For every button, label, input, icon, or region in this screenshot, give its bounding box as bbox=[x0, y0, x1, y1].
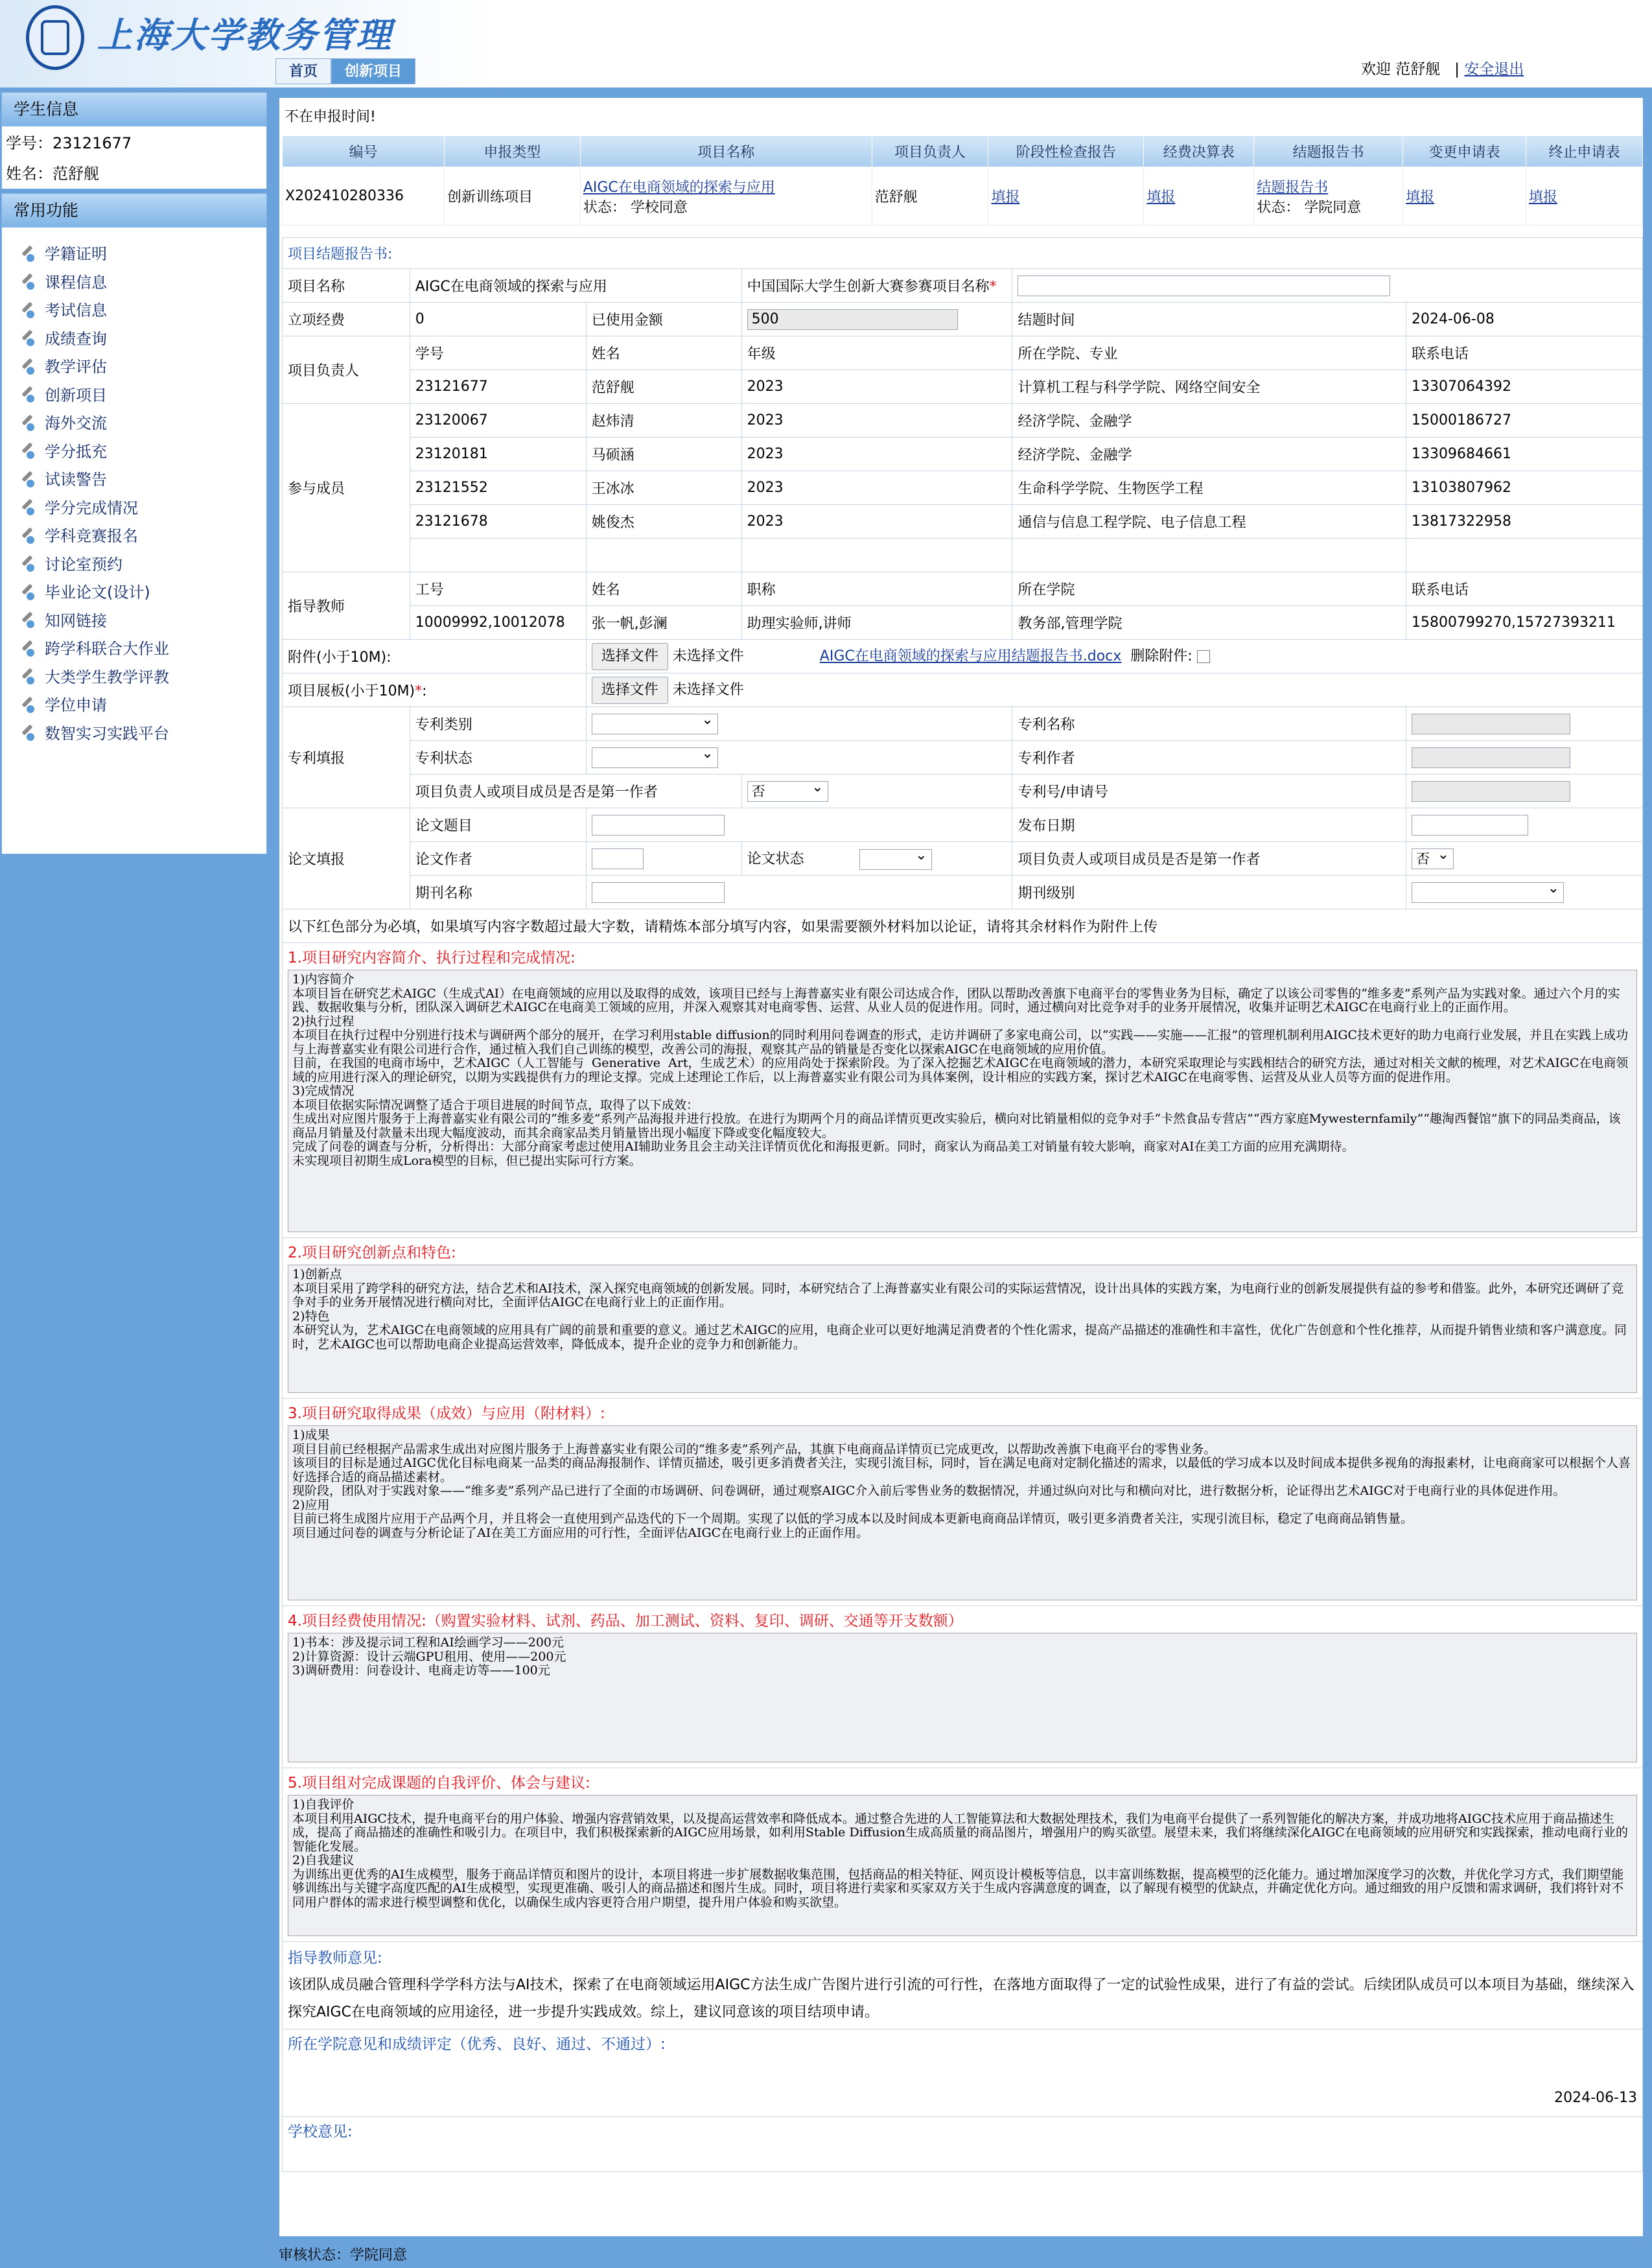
leader-row: 23121677 范舒舰 2023 计算机工程与科学学院、网络空间安全 13307064392 bbox=[283, 370, 1643, 404]
university-logo-icon bbox=[26, 5, 84, 70]
tab-innovation-project[interactable]: 创新项目 bbox=[331, 58, 415, 84]
teacher-opinion-text: 该团队成员融合管理科学学科方法与AI技术，探索了在电商领域运用AIGC方法生成广告图片进行引流的可行性，在落地方面取得了一定的试验性成果，进行了有益的尝试。后续团队成员可以本项目为基础，继续深入探究AIGC在电商领域的应用途径，进一步提升实践成效。综上，建议同意该的项目结项申请。 bbox=[288, 1977, 1635, 2020]
col-header: 经费决算表 bbox=[1144, 136, 1254, 167]
choose-file-button[interactable]: 选择文件 bbox=[592, 643, 668, 670]
project-name-label: 项目名称 bbox=[283, 269, 410, 303]
sidebar-item[interactable]: 教学评估 bbox=[2, 353, 266, 382]
report-title: 项目结题报告书: bbox=[283, 238, 1643, 269]
college-opinion-date: 2024-06-13 bbox=[1554, 2090, 1637, 2106]
teacher-opinion-title: 指导教师意见: bbox=[288, 1950, 382, 1967]
section4-textarea[interactable]: 1)书本：涉及提示词工程和AI绘画学习——200元 2)计算资源：设计云端GPU租用、使用——200元 3)调研费用：问卷设计、电商走访等——100元 bbox=[288, 1633, 1637, 1762]
tool-icon bbox=[20, 585, 37, 602]
section1-textarea[interactable]: 1)内容简介 本项目旨在研究艺术AIGC（生成式AI）在电商领域的应用以及取得的成效，该项目已经与上海普嘉实业有限公司达成合作，团队以帮助改善旗下电商平台的零售业务为目标，确定了以该公司零售的“维多麦”系列产品为实践对象。通过六个月的实践、数据收集与分析，团队深入调研艺术AIGC在电商美工领域的应用，并深入观察其对电商零售、运营、从业人员的促进作用。同时，通过横向对比竞争对手的业务开展情况，收集并证明艺术AIGC在电商行业上的正面作用。 2)执行过程 本项目在执行过程中分别进行技术与调研两个部分的展开，在学习利用stable diffusion的同时利用问卷调查的形式，走访并调研了多家电商公司，以“实践——实施——汇报”的管理机制利用AIGC技术更好的助力电商行业发展，并且在实践上成功与上海普嘉实业有限公司进行合作，通过植入我们自己训练的模型，改善公司的海报，观察其产品的销量是否变化以探索AIGC在电商领域的应用价值。 目前，在我国的电商市场中，艺术AIGC（人工智能与 Generative Art，生成艺术）的应用尚处于探索阶段。为了深入挖掘艺术AIGC在电商领域的潜力，本研究采取理论与实践相结合的研究方法，通过对相关文献的梳理，对艺术AIGC在电商领域的应用进行深入的理论研究，以期为实践提供有力的理论支撑。完成上述理论工作后，以上海普嘉实业有限公司为具体案例，设计相应的实践方案，探讨艺术AIGC在电商零售、运营及从业人员等方面的促进作用。 3)完成情况 本项目依据实际情况调整了适合于项目进展的时间节点，取得了以下成效： 生成出对应图片服务于上海普嘉实业有限公司的“维多麦”系列产品海报并进行投放。在进行为期两个月的商品详情页更改实验后，横向对比销量相似的竞争对手“卡然食品专营店”“西方家庭Mywesternfamily”“趣淘西餐馆”旗下的同品类商品，该商品月销量及付款量未出现大幅度波动，而其余商家品类月销量皆出现小幅度下降或变化幅度较大。 完成了问卷的调查与分析，分析得出：大部分商家考虑过使用AI辅助业务且会主动关注详情页优化和海报更新。同时，商家认为商品美工对销量有较大影响，商家对AI在美工方面的应用充满期待。 未实现项目初期生成Lora模型的目标，但已提出实际可行方案。 bbox=[288, 970, 1637, 1232]
tool-icon bbox=[20, 387, 37, 404]
sidebar-item[interactable]: 学位申请 bbox=[2, 692, 266, 720]
tool-icon bbox=[20, 669, 37, 686]
welcome-text: 欢迎 范舒舰 bbox=[1361, 61, 1441, 78]
patent-type-select[interactable] bbox=[592, 714, 718, 734]
section3-title: 3.项目研究取得成果（成效）与应用（附材料）: bbox=[288, 1405, 605, 1422]
common-functions-panel bbox=[1, 193, 267, 854]
notice-text: 不在申报时间! bbox=[285, 109, 376, 125]
school-opinion-title: 学校意见: bbox=[288, 2123, 353, 2140]
tab-home[interactable]: 首页 bbox=[275, 58, 331, 84]
sidebar-item[interactable]: 学科竞赛报名 bbox=[2, 522, 266, 551]
tool-icon bbox=[20, 725, 37, 742]
paper-author-input[interactable] bbox=[592, 848, 644, 869]
attachment-link[interactable]: AIGC在电商领域的探索与应用结题报告书.docx bbox=[819, 648, 1122, 664]
section2-textarea[interactable]: 1)创新点 本项目采用了跨学科的研究方法，结合艺术和AI技术，深入探究电商领域的创新发展。同时，本研究结合了上海普嘉实业有限公司的实际运营情况，设计出具体的实践方案，为电商行业的创新发展提供有益的参考和借鉴。此外，本研究还调研了竞争对手的业务开展情况进行横向对比，全面评估AIGC在电商行业上的正面作用。 2)特色 本研究认为，艺术AIGC在电商领域的应用具有广阔的前景和重要的意义。通过艺术AIGC的应用，电商企业可以更好地满足消费者的个性化需求，提高产品描述的准确性和丰富性，优化广告创意和个性化推荐，从而提升销售业绩和客户满意度。同时，艺术AIGC也可以帮助电商企业提高运营效率，降低成本，提升企业的竞争力和创新能力。 bbox=[288, 1265, 1637, 1393]
leader-label: 项目负责人 bbox=[283, 336, 410, 404]
poster-label: 项目展板(小于10M) bbox=[288, 683, 415, 699]
sidebar-item[interactable]: 学籍证明 bbox=[2, 240, 266, 269]
tool-icon bbox=[20, 443, 37, 460]
sidebar-item[interactable]: 课程信息 bbox=[2, 269, 266, 298]
sidebar bbox=[0, 91, 269, 2268]
termination-request-link[interactable]: 填报 bbox=[1529, 189, 1558, 205]
student-id: 学号：23121677 bbox=[6, 134, 132, 152]
used-amount-input[interactable]: 500 bbox=[747, 309, 958, 330]
sidebar-item[interactable]: 学分完成情况 bbox=[2, 495, 266, 523]
no-poster-text: 未选择文件 bbox=[672, 681, 744, 698]
tool-icon bbox=[20, 331, 37, 347]
section2-title: 2.项目研究创新点和特色: bbox=[288, 1245, 456, 1261]
patent-name-input[interactable] bbox=[1412, 714, 1570, 734]
funds-value: 0 bbox=[410, 303, 586, 336]
choose-poster-button[interactable]: 选择文件 bbox=[592, 677, 668, 704]
sidebar-item[interactable]: 知网链接 bbox=[2, 607, 266, 636]
funds-label: 立项经费 bbox=[283, 303, 410, 336]
top-nav bbox=[275, 58, 415, 84]
project-table bbox=[282, 135, 1643, 226]
tool-icon bbox=[20, 303, 37, 320]
tool-icon bbox=[20, 500, 37, 517]
project-id: X202410280336 bbox=[283, 167, 445, 226]
section5-title: 5.项目组对完成课题的自我评价、体会与建议: bbox=[288, 1775, 590, 1792]
sidebar-item[interactable]: 毕业论文(设计) bbox=[2, 579, 266, 607]
member-row: 参与成员 23120067 赵炜清 2023 经济学院、金融学 15000186727 bbox=[283, 404, 1643, 438]
project-type: 创新训练项目 bbox=[444, 167, 580, 226]
patent-state-select[interactable] bbox=[592, 747, 718, 768]
section4-title: 4.项目经费使用情况:（购置实验材料、试剂、药品、加工测试、资料、复印、调研、交通等开支数额） bbox=[288, 1613, 963, 1630]
patent-first-author-select[interactable]: 否 ⌄ bbox=[747, 781, 828, 802]
tool-icon bbox=[20, 613, 37, 629]
tool-icon bbox=[20, 415, 37, 432]
col-header: 变更申请表 bbox=[1403, 136, 1526, 167]
attachment-label: 附件(小于10M): bbox=[283, 640, 587, 673]
col-header: 阶段性检查报告 bbox=[988, 136, 1144, 167]
delete-attachment-checkbox[interactable] bbox=[1197, 650, 1210, 663]
student-info-title: 学生信息 bbox=[2, 93, 266, 126]
common-functions-title: 常用功能 bbox=[2, 194, 266, 228]
tool-icon bbox=[20, 556, 37, 573]
contest-name-input[interactable] bbox=[1018, 275, 1390, 296]
budget-link[interactable]: 填报 bbox=[1146, 189, 1176, 205]
sidebar-item[interactable]: 学分抵充 bbox=[2, 438, 266, 467]
project-name-link[interactable]: AIGC在电商领域的探索与应用 bbox=[583, 179, 775, 196]
paper-date-input[interactable] bbox=[1412, 815, 1528, 836]
change-request-link[interactable]: 填报 bbox=[1406, 189, 1435, 205]
paper-state-select[interactable] bbox=[859, 849, 932, 870]
student-name: 姓名：范舒舰 bbox=[6, 165, 99, 183]
journal-name-input[interactable] bbox=[592, 882, 725, 903]
sidebar-item[interactable]: 考试信息 bbox=[2, 297, 266, 325]
tool-icon bbox=[20, 697, 37, 714]
patent-number-input[interactable] bbox=[1412, 781, 1570, 802]
tool-icon bbox=[20, 246, 37, 263]
member-row: 23121552 王冰冰 2023 生命科学学院、生物医学工程 13103807962 bbox=[283, 471, 1643, 505]
project-leader: 范舒舰 bbox=[872, 167, 988, 226]
logout-link[interactable]: 安全退出 bbox=[1464, 61, 1524, 78]
final-report-status: 状态： 学院同意 bbox=[1257, 199, 1362, 216]
tool-icon bbox=[20, 528, 37, 545]
sidebar-item[interactable]: 试读警告 bbox=[2, 466, 266, 495]
main-content bbox=[277, 96, 1645, 2238]
page-header bbox=[0, 0, 1652, 88]
stage-report-link[interactable]: 填报 bbox=[991, 189, 1020, 205]
col-header: 终止申请表 bbox=[1526, 136, 1643, 167]
sidebar-item[interactable]: 讨论室预约 bbox=[2, 551, 266, 579]
audit-status: 审核状态：学院同意 bbox=[279, 2247, 408, 2263]
patent-label: 专利填报 bbox=[283, 707, 410, 808]
sidebar-item[interactable]: 创新项目 bbox=[2, 382, 266, 410]
contest-name-label: 中国国际大学生创新大赛参赛项目名称 bbox=[747, 279, 990, 295]
used-amount-label: 已使用金额 bbox=[586, 303, 741, 336]
section1-title: 1.项目研究内容简介、执行过程和完成情况: bbox=[288, 950, 576, 966]
sidebar-item[interactable]: 数智实习实践平台 bbox=[2, 720, 266, 749]
members-label: 参与成员 bbox=[283, 404, 410, 572]
tool-icon bbox=[20, 641, 37, 658]
section5-textarea[interactable]: 1)自我评价 本项目利用AIGC技术，提升电商平台的用户体验、增强内容营销效果，以及提高运营效率和降低成本。通过整合先进的人工智能算法和大数据处理技术，我们为电商平台提供了一系列智能化的解决方案，并成功地将AIGC技术应用于商品描述生成，提高了商品描述的准确性和吸引力。在项目中，我们积极探索新的AIGC应用场景，如利用Stable Diffusion生成高质量的商品图片，增强用户的购买欲望。展望未来，我们将继续深化AIGC在电商领域的应用研究和实践探索，推动电商行业的智能化发展。 2)自我建议 为训练出更优秀的AI生成模型，服务于商品详情页和图片的设计，本项目将进一步扩展数据收集范围，包括商品的相关特征、网页设计模板等信息，以丰富训练数据，提高模型的泛化能力。通过增加深度学习的次数，并优化学习方式，我们期望能够训练出与关键字高度匹配的AI生成模型，实现更准确、吸引人的商品描述和图片生成。同时，项目将进行卖家和买家双方关于生成内容满意度的调查，以了解现有模型的优缺点，并确定优化方向。通过细致的用户反馈和需求调研，我们将针对不同用户群体的需求进行模型调整和优化，以确保生成内容更符合用户期望，提升用户体验和购买欲望。 bbox=[288, 1795, 1637, 1936]
final-report-form: 项目结题报告书: 项目名称 AIGC在电商领域的探索与应用 中国国际大学生创新大赛参赛项目名称* 立项经费 0 已使用金额 500 结题时间 2024-06-08 项目负责人 学号 姓名 年级 所在学院、专业 联系电话 23121677 范舒舰 2023 计算机工程与科学学院、网络空间安全 13307064392 参与成员 23120067 赵炜清 2023 经济学院、金融学 15000186727 23120181 马硕涵 2023 经济学院、金融学 13309684661 23121552 王冰冰 2023 生命科学学院、生物医学工程 13103807962 23121678 姚俊杰 2023 通信与信息工程学院、电子信息工程 13817322958 指导教师 工号 姓名 职称 所在学院 联系电话 10009992,10012078 张一帆,彭澜 助理实验师,讲师 教务部,管理学院 15800799270,15727393211 附件(小于10M): 选择文件 未选择文件 AIGC在电商领域的探索与应用结题报告书.docx 删除附件: 项目展板(小于10M)*: 选择文件 未选择文件 专利填报 专利类别 ⌄ 专利名称 专利状态 ⌄ 专利作者 项目负责人或项目成员是否是第一作者 否 ⌄ 专利号/申请号 论文填报 论文题目 发布日期 论文作者 论文状态⌄ 项目负责人或项目成员是否是第一作者 否 ⌄ 期刊名称 期刊级别 ⌄ 以下红色部分为必填，如果填写内容字数超过最大字数，请精炼本部分填写内容，如果需要额外材料加以论证，请将其余材料作为附件上传 1.项目研究内容简介、执行过程和完成情况: 1)内容简介 本项目旨在研究艺术AIGC（生成式AI）在电商领域的应用以及取得的成效，该项目已经与上海普嘉实业有限公司达成合作，团队以帮助改善旗下电商平台的零售业务为目标，确定了以该公司零售的“维多麦”系列产品为实践对象。通过六个月的实践、数据收集与分析，团队深入调研艺术AIGC在电商美工领域的应用，并深入观察其对电商零售、运营、从业人员的促进作用。同时，通过横向对比竞争对手的业务开展情况，收集并证明艺术AIGC在电商行业上的正面作用。 2)执行过程 本项目在执行过程中分别进行技术与调研两个部分的展开，在学习利用stable diffusion的同时利用问卷调查的形式，走访并调研了多家电商公司，以“实践——实施——汇报”的管理机制利用AIGC技术更好的助力电商行业发展，并且在实践上成功与上海普嘉实业有限公司进行合作，通过植入我们自己训练的模型，改善公司的海报，观察其产品的销量是否变化以探索AIGC在电商领域的应用价值。 目前，在我国的电商市场中，艺术AIGC（人工智能与 Generative Art，生成艺术）的应用尚处于探索阶段。为了深入挖掘艺术AIGC在电商领域的潜力，本研究采取理论与实践相结合的研究方法，通过对相关文献的梳理，对艺术AIGC在电商领域的应用进行深入的理论研究，以期为实践提供有力的理论支撑。完成上述理论工作后，以上海普嘉实业有限公司为具体案例，设计相应的实践方案，探讨艺术AIGC在电商零售、运营及从业人员等方面的促进作用。 3)完成情况 本项目依据实际情况调整了适合于项目进展的时间节点，取得了以下成效： 生成出对应图片服务于上海普嘉实业有限公司的“维多麦”系列产品海报并进行投放。在进行为期两个月的商品详情页更改实验后，横向对比销量相似的竞争对手“卡然食品专营店”“西方家庭Mywesternfamily”“趣淘西餐馆”旗下的同品类商品，该商品月销量及付款量未出现大幅度波动，而其余商家品类月销量皆出现小幅度下降或变化幅度较大。 完成了问卷的调查与分析，分析得出：大部分商家考虑过使用AI辅助业务且会主动关注详情页优化和海报更新。同时，商家认为商品美工对销量有较大影响，商家对AI在美工方面的应用充满期待。 未实现项目初期生成Lora模型的目标，但已提出实际可行方案。 2.项目研究创新点和特色: 1)创新点 本项目采用了跨学科的研究方法，结合艺术和AI技术，深入探究电商领域的创新发展。同时，本研究结合了上海普嘉实业有限公司的实际运营情况，设计出具体的实践方案，为电商行业的创新发展提供有益的参考和借鉴。此外，本研究还调研了竞争对手的业务开展情况进行横向对比，全面评估AIGC在电商行业上的正面作用。 2)特色 本研究认为，艺术AIGC在电商领域的应用具有广阔的前景和重要的意义。通过艺术AIGC的应用，电商企业可以更好地满足消费者的个性化需求，提高产品描述的准确性和丰富性，优化广告创意和个性化推荐，从而提升销售业绩和客户满意度。同时，艺术AIGC也可以帮助电商企业提高运营效率，降低成本，提升企业的竞争力和创新能力。 3.项目研究取得成果（成效）与应用（附材料）: 1)成果 项目目前已经根据产品需求生成出对应图片服务于上海普嘉实业有限公司的“维多麦”系列产品，其旗下电商商品详情页已完成更改，以帮助改善旗下电商平台的零售业务。 该项目的目标是通过AIGC优化目标电商某一品类的商品海报制作、详情页描述，吸引更多消费者关注，实现引流目标，同时，旨在满足电商对定制化描述的需求，以最低的学习成本以及时间成本提供多视角的海报素材，让电商商家可以根据个人喜好选择合适的商品描述素材。 现阶段，团队对于实践对象——“维多麦”系列产品已进行了全面的市场调研、问卷调研，通过观察AIGC介入前后零售业务的数据情况，并通过纵向对比与和横向对比，进行数据分析，论证得出艺术AIGC对于电商行业的具体促进作用。 2)应用 目前已将生成图片应用于产品两个月，并且将会一直使用到产品迭代的下一个周期。实现了以低的学习成本以及时间成本更新电商商品详情页，吸引更多消费者关注，实现引流目标，稳定了电商商品销售量。 项目通过问卷的调查与分析论证了AI在美工方面应用的可行性，全面评估AIGC在电商行业上的正面作用。 4.项目经费使用情况:（购置实验材料、试剂、药品、加工测试、资料、复印、调研、交通等开支数额） 1)书本：涉及提示词工程和AI绘画学习——200元 2)计算资源：设计云端GPU租用、使用——200元 3)调研费用：问卷设计、电商走访等——100元 5.项目组对完成课题的自我评价、体会与建议: 1)自我评价 本项目利用AIGC技术，提升电商平台的用户体验、增强内容营销效果，以及提高运营效率和降低成本。通过整合先进的人工智能算法和大数据处理技术，我们为电商平台提供了一系列智能化的解决方案，并成功地将AIGC技术应用于商品描述生成，提高了商品描述的准确性和吸引力。在项目中，我们积极探索新的AIGC应用场景，如利用Stable Diffusion生成高质量的商品图片，增强用户的购买欲望。展望未来，我们将继续深化AIGC在电商领域的应用研究和实践探索，推动电商行业的智能化发展。 2)自我建议 为训练出更优秀的AI生成模型，服务于商品详情页和图片的设计，本项目将进一步扩展数据收集范围，包括商品的相关特征、网页设计模板等信息，以丰富训练数据，提高模型的泛化能力。通过增加深度学习的次数，并优化学习方式，我们期望能够训练出与关键字高度匹配的AI生成模型，实现更准确、吸引人的商品描述和图片生成。同时，项目将进行卖家和买家双方关于生成内容满意度的调查，以了解现有模型的优缺点，并确定优化方向。通过细致的用户反馈和需求调研，我们将针对不同用户群体的需求进行模型调整和优化，以确保生成内容更符合用户期望，提升用户体验和购买欲望。 指导教师意见: 该团队成员融合管理科学学科方法与AI技术，探索了在电商领域运用AIGC方法生成广告图片进行引流的可行性，在落地方面取得了一定的试验性成果，进行了有益的尝试。后续团队成员可以本项目为基础，继续深入探究AIGC在电商领域的应用途径，进一步提升实践成效。综上，建议同意该的项目结项申请。 所在学院意见和成绩评定（优秀、良好、通过、不通过）: 2024-06-13 学校意见: bbox=[282, 237, 1643, 2172]
project-name-status: 状态： 学校同意 bbox=[583, 199, 688, 216]
col-header: 结题报告书 bbox=[1254, 136, 1403, 167]
student-info-panel bbox=[1, 92, 267, 189]
function-list bbox=[2, 240, 266, 748]
section3-textarea[interactable]: 1)成果 项目目前已经根据产品需求生成出对应图片服务于上海普嘉实业有限公司的“维多麦”系列产品，其旗下电商商品详情页已完成更改，以帮助改善旗下电商平台的零售业务。 该项目的目标是通过AIGC优化目标电商某一品类的商品海报制作、详情页描述，吸引更多消费者关注，实现引流目标，同时，旨在满足电商对定制化描述的需求，以最低的学习成本以及时间成本提供多视角的海报素材，让电商商家可以根据个人喜好选择合适的商品描述素材。 现阶段，团队对于实践对象——“维多麦”系列产品已进行了全面的市场调研、问卷调研，通过观察AIGC介入前后零售业务的数据情况，并通过纵向对比与和横向对比，进行数据分析，论证得出艺术AIGC对于电商行业的具体促进作用。 2)应用 目前已将生成图片应用于产品两个月，并且将会一直使用到产品迭代的下一个周期。实现了以低的学习成本以及时间成本更新电商商品详情页，吸引更多消费者关注，实现引流目标，稳定了电商商品销售量。 项目通过问卷的调查与分析论证了AI在美工方面应用的可行性，全面评估AIGC在电商行业上的正面作用。 bbox=[288, 1425, 1637, 1600]
tool-icon bbox=[20, 359, 37, 376]
no-file-text: 未选择文件 bbox=[672, 648, 744, 664]
site-title: 上海大学教务管理 bbox=[97, 15, 393, 56]
paper-label: 论文填报 bbox=[283, 808, 410, 909]
delete-attachment-label: 删除附件: bbox=[1130, 648, 1192, 664]
col-header: 编号 bbox=[283, 136, 445, 167]
final-report-link[interactable]: 结题报告书 bbox=[1257, 179, 1329, 196]
tool-icon bbox=[20, 472, 37, 489]
tool-icon bbox=[20, 274, 37, 291]
college-opinion-title: 所在学院意见和成绩评定（优秀、良好、通过、不通过）: bbox=[288, 2036, 666, 2053]
member-row: 23120181 马硕涵 2023 经济学院、金融学 13309684661 bbox=[283, 438, 1643, 471]
project-name-value: AIGC在电商领域的探索与应用 bbox=[410, 269, 741, 303]
journal-level-select[interactable] bbox=[1412, 882, 1564, 903]
sidebar-item[interactable]: 跨学科联合大作业 bbox=[2, 635, 266, 664]
note-text: 以下红色部分为必填，如果填写内容字数超过最大字数，请精炼本部分填写内容，如果需要额外材料加以论证，请将其余材料作为附件上传 bbox=[283, 909, 1643, 943]
sidebar-item[interactable]: 海外交流 bbox=[2, 410, 266, 438]
table-row bbox=[283, 167, 1643, 226]
sidebar-item[interactable]: 大类学生教学评教 bbox=[2, 664, 266, 692]
teacher-label: 指导教师 bbox=[283, 572, 410, 640]
teacher-row: 10009992,10012078 张一帆,彭澜 助理实验师,讲师 教务部,管理学院 15800799270,15727393211 bbox=[283, 606, 1643, 640]
member-row-empty bbox=[283, 539, 1643, 572]
paper-title-input[interactable] bbox=[592, 815, 725, 836]
col-header: 项目名称 bbox=[580, 136, 872, 167]
end-time-label: 结题时间 bbox=[1012, 303, 1406, 336]
col-header: 申报类型 bbox=[444, 136, 580, 167]
patent-author-input[interactable] bbox=[1412, 747, 1570, 768]
user-area: 欢迎 范舒舰 | 安全退出 bbox=[1361, 61, 1524, 78]
sidebar-item[interactable]: 成绩查询 bbox=[2, 325, 266, 354]
table-header-row bbox=[283, 136, 1643, 167]
end-time-value: 2024-06-08 bbox=[1406, 303, 1643, 336]
member-row: 23121678 姚俊杰 2023 通信与信息工程学院、电子信息工程 13817322958 bbox=[283, 505, 1643, 539]
col-header: 项目负责人 bbox=[872, 136, 988, 167]
paper-first-author-select[interactable]: 否 ⌄ bbox=[1412, 848, 1454, 869]
